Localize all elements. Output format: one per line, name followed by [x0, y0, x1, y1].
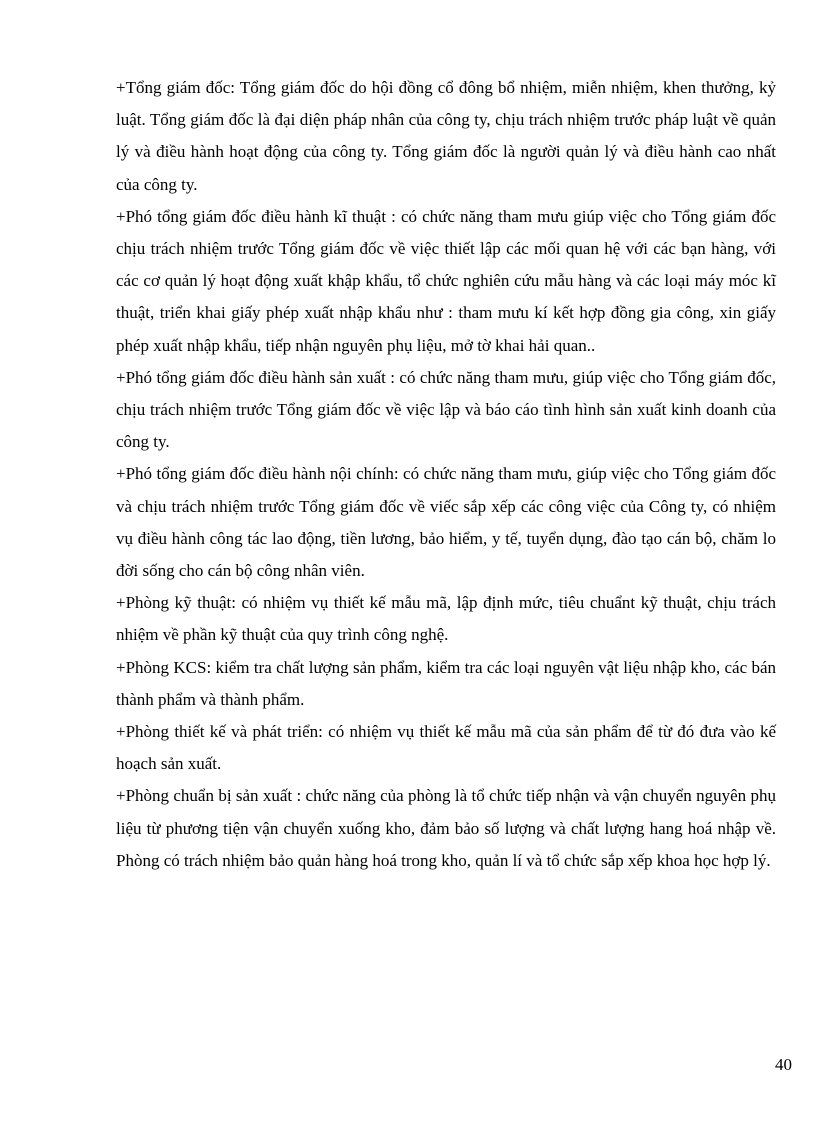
- paragraph-general-director: +Tổng giám đốc: Tổng giám đốc do hội đồng cổ đông bổ nhiệm, miễn nhiệm, khen thưởng, kỷ luật. Tổng giám đốc là đại diện pháp nhân của công ty, chịu trách nhiệm trước pháp luật về quản lý và điều hành hoạt động của công ty. Tổng giám đốc là người quản lý và điều hành cao nhất của công ty.: [116, 78, 776, 194]
- paragraph-design-development-department: +Phòng thiết kế và phát triển: có nhiệm vụ thiết kế mẫu mã của sản phẩm để từ đó đưa vào kế hoạch sản xuất.: [116, 722, 776, 774]
- paragraph-deputy-director-technical: +Phó tổng giám đốc điều hành kĩ thuật : có chức năng tham mưu giúp việc cho Tổng giám đốc chịu trách nhiệm trước Tổng giám đốc về việc thiết lập các mối quan hệ với các bạn hàng, với các cơ quản lý hoạt động xuất khập khẩu, tổ chức nghiên cứu mẫu hàng và các loại máy móc kĩ thuật, triển khai giấy phép xuất nhập khẩu như : tham mưu kí kết hợp đồng gia công, xin giấy phép xuất nhập khẩu, tiếp nhận nguyên phụ liệu, mở tờ khai hải quan..: [116, 206, 776, 355]
- paragraph-deputy-director-internal: +Phó tổng giám đốc điều hành nội chính: có chức năng tham mưu, giúp việc cho Tổng giám đốc và chịu trách nhiệm trước Tổng giám đốc về viếc sắp xếp các công việc của Công ty, có nhiệm vụ điều hành công tác lao động, tiền lương, bảo hiểm, y tế, tuyển dụng, đào tạo cán bộ, chăm lo đời sống cho cán bộ công nhân viên.: [116, 464, 776, 581]
- document-body: [116, 72, 776, 877]
- page-number: 40: [775, 1055, 792, 1074]
- paragraph-technical-department: +Phòng kỹ thuật: có nhiệm vụ thiết kế mẫu mã, lập định mức, tiêu chuẩnt kỹ thuật, chịu trách nhiệm về phần kỹ thuật của quy trình công nghệ.: [116, 593, 776, 645]
- paragraph-kcs-department: +Phòng KCS: kiểm tra chất lượng sản phẩm, kiểm tra các loại nguyên vật liệu nhập kho, các bán thành phẩm và thành phẩm.: [116, 657, 776, 709]
- paragraph-production-preparation-department: +Phòng chuẩn bị sản xuất : chức năng của phòng là tổ chức tiếp nhận và vận chuyển nguyên phụ liệu từ phương tiện vận chuyển xuống kho, đảm bảo số lượng và chất lượng hang hoá nhập về. Phòng có trách nhiệm bảo quản hàng hoá trong kho, quản lí và tổ chức sắp xếp khoa học hợp lý.: [116, 786, 776, 870]
- paragraph-deputy-director-production: +Phó tổng giám đốc điều hành sản xuất : có chức năng tham mưu, giúp việc cho Tổng giám đốc, chịu trách nhiệm trước Tổng giám đốc về việc lập và báo cáo tình hình sản xuất kinh doanh của công ty.: [116, 367, 776, 452]
